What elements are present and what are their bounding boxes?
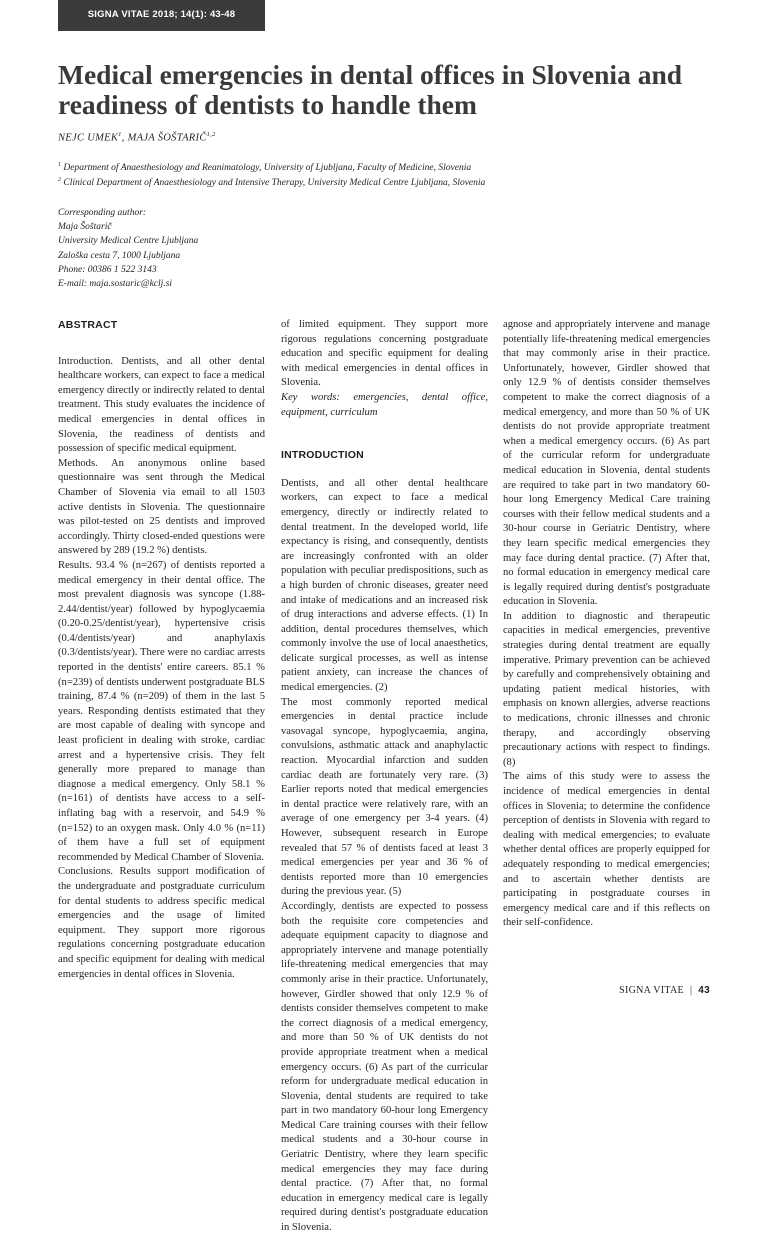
author-affiliation-marker: 1 <box>118 131 122 138</box>
affiliation-marker: 2 <box>58 177 61 183</box>
journal-citation: SIGNA VITAE 2018; 14(1): 43-48 <box>87 9 236 20</box>
introduction-heading: INTRODUCTION <box>281 449 364 462</box>
intro-paragraph-3-continued: agnose and appropriately intervene and manage potentially life-threatening medical emergencies that may commonly arise in their practice. Unfortunately, however, Girdler showed that only 12.9 % of dentists consider themselves competent to make the correct diagnosis of a medical emergency, and more than 50 % of UK dentists do not provide appropriate treatment when a medical emergency occurs. (6) As part of the curricular reform for undergraduate medical education in Slovenia, dental students are required to take part in two mandatory 60-hour long Emergency Medical Care training courses with their fellow medical students and a 30-hour course in Geriatric Dentistry, where they learn specific medical emergencies they may face during dental practice. (7) After that, no formal education in emergency medical care is legally required during dentist's postgraduate education in Slovenia. <box>503 319 710 608</box>
affiliation-text: Department of Anaesthesiology and Reanimatology, University of Ljubljana, Faculty of Medicine, Slovenia <box>63 163 472 174</box>
page-number: 43 <box>698 985 710 996</box>
author-list <box>58 131 216 144</box>
abstract-introduction: Introduction. Dentists, and all other dental healthcare workers, can expect to face a medical emergency directly or indirectly related to dental treatment. This study evaluates the incidence of medical emergencies in dental offices in Slovenia, the readiness of dentists and possession of specific medical equipment. <box>58 355 265 455</box>
corresponding-email[interactable]: E-mail: maja.sostaric@kclj.si <box>58 279 173 290</box>
intro-paragraph-3: Accordingly, dentists are expected to possess both the requisite core competencies and adequate equipment capacity to diagnose and appropriately intervene and manage potentially life-threatening medical emergencies that may commonly arise in their practice. Unfortunately, however, Girdler showed that only 12.9 % of dentists consider themselves competent to make the correct diagnosis of a medical emergency, and more than 50 % of UK dentists do not provide appropriate treatment when a medical emergency occurs. (6) As part of the curricular reform for undergraduate medical education in Slovenia, dental students are required to take part in two mandatory 60-hour long Emergency Medical Care training courses with their fellow medical students and a 30-hour course in Geriatric Dentistry, where they learn specific medical emergencies they may face during dental practice. (7) After that, no formal education in emergency medical care is legally required during dentist's postgraduate education in Slovenia. <box>281 900 488 1234</box>
intro-paragraph-5: The aims of this study were to assess the incidence of medical emergencies in dental offices in Slovenia; to determine the confidence perception of dentists in Slovenia with regard to dealing with medical emergencies; to evaluate whether dental offices are properly equipped for adequately responding to medical emergencies; and to ascertain whether dentists are participating in postgraduate courses in emergency medical care and if this reflects on their self-confidence. <box>503 771 710 929</box>
column-1 <box>58 318 265 980</box>
keywords: Key words: emergencies, dental office, equipment, curriculum <box>281 391 488 418</box>
footer-separator: | <box>689 985 693 996</box>
intro-paragraph-1: Dentists, and all other dental healthcare workers, can expect to face a medical emergency, directly or indirectly related to dental treatment. In the developed world, life expectancy is rising, and consequently, dentists are increasingly confronted with an older population with peculiar predispositions, such as a high burden of chronic diseases, greater need and intake of medications and an increased risk of drug interactions and adverse effects. (1) In addition, dental procedures themselves, which commonly involve the use of local anaesthetics, delicate surgical processes, as well as intense patient anxiety, can increase the chances of medical emergencies. (2) <box>281 477 488 694</box>
intro-paragraph-2: The most commonly reported medical emergencies in dental practice include vasovagal syncope, hypoglycaemia, angina, convulsions, asthmatic attack and anaphylactic reaction. Myocardial infarction and sudden cardiac death are fortunately very rare. (3) Earlier reports noted that medical emergencies in dental practice were relatively rare, with an average of one emergency per 3-4 years. (4) However, subsequent research in Europe revealed that 57 % of dentists faced at least 3 medical emergencies per year and 36 % of dentists reported more than 10 emergencies during the previous year. (5) <box>281 696 488 898</box>
footer-journal: SIGNA VITAE <box>619 985 684 996</box>
column-2 <box>281 318 488 1234</box>
abstract-results: Results. 93.4 % (n=267) of dentists reported a medical emergency in their dental office. The most prevalent diagnosis was syncope (1.88-2.44/dentist/year) followed by hypoglycaemia (0.20-0.25/dentist/year), hypertensive crisis (0.4/dentists/year) and anaphylaxis (0.3/dentists/year). There were no cardiac arrests reported in the dentists' entire careers. 85.1 % (n=239) of dentists underwent postgraduate BLS training, 87.4 % (n=209) of them in the last 5 years. Responding dentists estimated that they are most capable of dealing with syncope and least proficient in dealing with stroke, cardiac arrest and a hypertensive crisis. They felt generally more prepared to manage than diagnose a medical emergency. Only 58.1 % (n=161) of dentists have access to a self-inflating bag with a reservoir, and 54.9 % (n=152) to an oxygen mask. Only 4.0 % (n=11) of them have a full set of equipment recommended by Medical Chamber of Slovenia. <box>58 559 265 863</box>
affiliation-marker: 1 <box>58 162 61 168</box>
journal-header-band <box>58 0 265 31</box>
abstract-conclusions-continued: of limited equipment. They support more rigorous regulations concerning postgraduate education and specific equipment for dealing with medical emergencies in dental offices in Slovenia. <box>281 319 488 389</box>
author-affiliation-marker: 1,2 <box>206 131 216 138</box>
corresponding-author-block <box>58 206 198 291</box>
affiliation-text: Clinical Department of Anaesthesiology and Intensive Therapy, University Medical Centre Ljubljana, Slovenia <box>63 178 486 189</box>
author-name: NEJC UMEK <box>58 132 119 144</box>
affiliation <box>58 177 485 188</box>
author-name: MAJA ŠOŠTARIČ <box>127 132 207 144</box>
corresponding-address: Zaloška cesta 7, 1000 Ljubljana <box>58 250 181 261</box>
corresponding-name: Maja Šoštarič <box>58 222 112 233</box>
page-footer <box>619 985 710 996</box>
author-separator: , <box>121 132 128 144</box>
corresponding-phone: Phone: 00386 1 522 3143 <box>58 264 157 275</box>
abstract-conclusions: Conclusions. Results support modification of the undergraduate and postgraduate curriculum for dental students to address specific medical emergencies and the usage of limited equipment. They support more rigorous regulations concerning postgraduate education and specific equipment for dealing with medical emergencies in dental offices in Slovenia. <box>58 866 265 980</box>
corresponding-label: Corresponding author: <box>58 208 147 218</box>
abstract-heading: ABSTRACT <box>58 319 118 331</box>
column-3 <box>503 318 710 931</box>
corresponding-institution: University Medical Centre Ljubljana <box>58 236 199 247</box>
abstract-methods: Methods. An anonymous online based questionnaire was sent through the Medical Chamber of Slovenia via email to all 1503 active dentists in Slovenia. The questionnaire was pilot-tested on 25 dentists and improved accordingly. Thirty closed-ended questions were answered by 289 (19.2 %) dentists. <box>58 457 265 557</box>
article-title: Medical emergencies in dental offices in Slovenia and readiness of dentists to handle them <box>58 59 683 120</box>
affiliation <box>58 162 471 173</box>
intro-paragraph-4: In addition to diagnostic and therapeutic capacities in medical emergencies, preventive strategies during dental treatment are equally imperative. Primary prevention can be achieved by carefully and comprehensively obtaining and updating patient medical histories, with emphasis on known allergies, adverse reactions to medications, chronic illnesses and chronic therapy, and accordingly observing precautionary actions with respect to findings. (8) <box>503 610 710 768</box>
